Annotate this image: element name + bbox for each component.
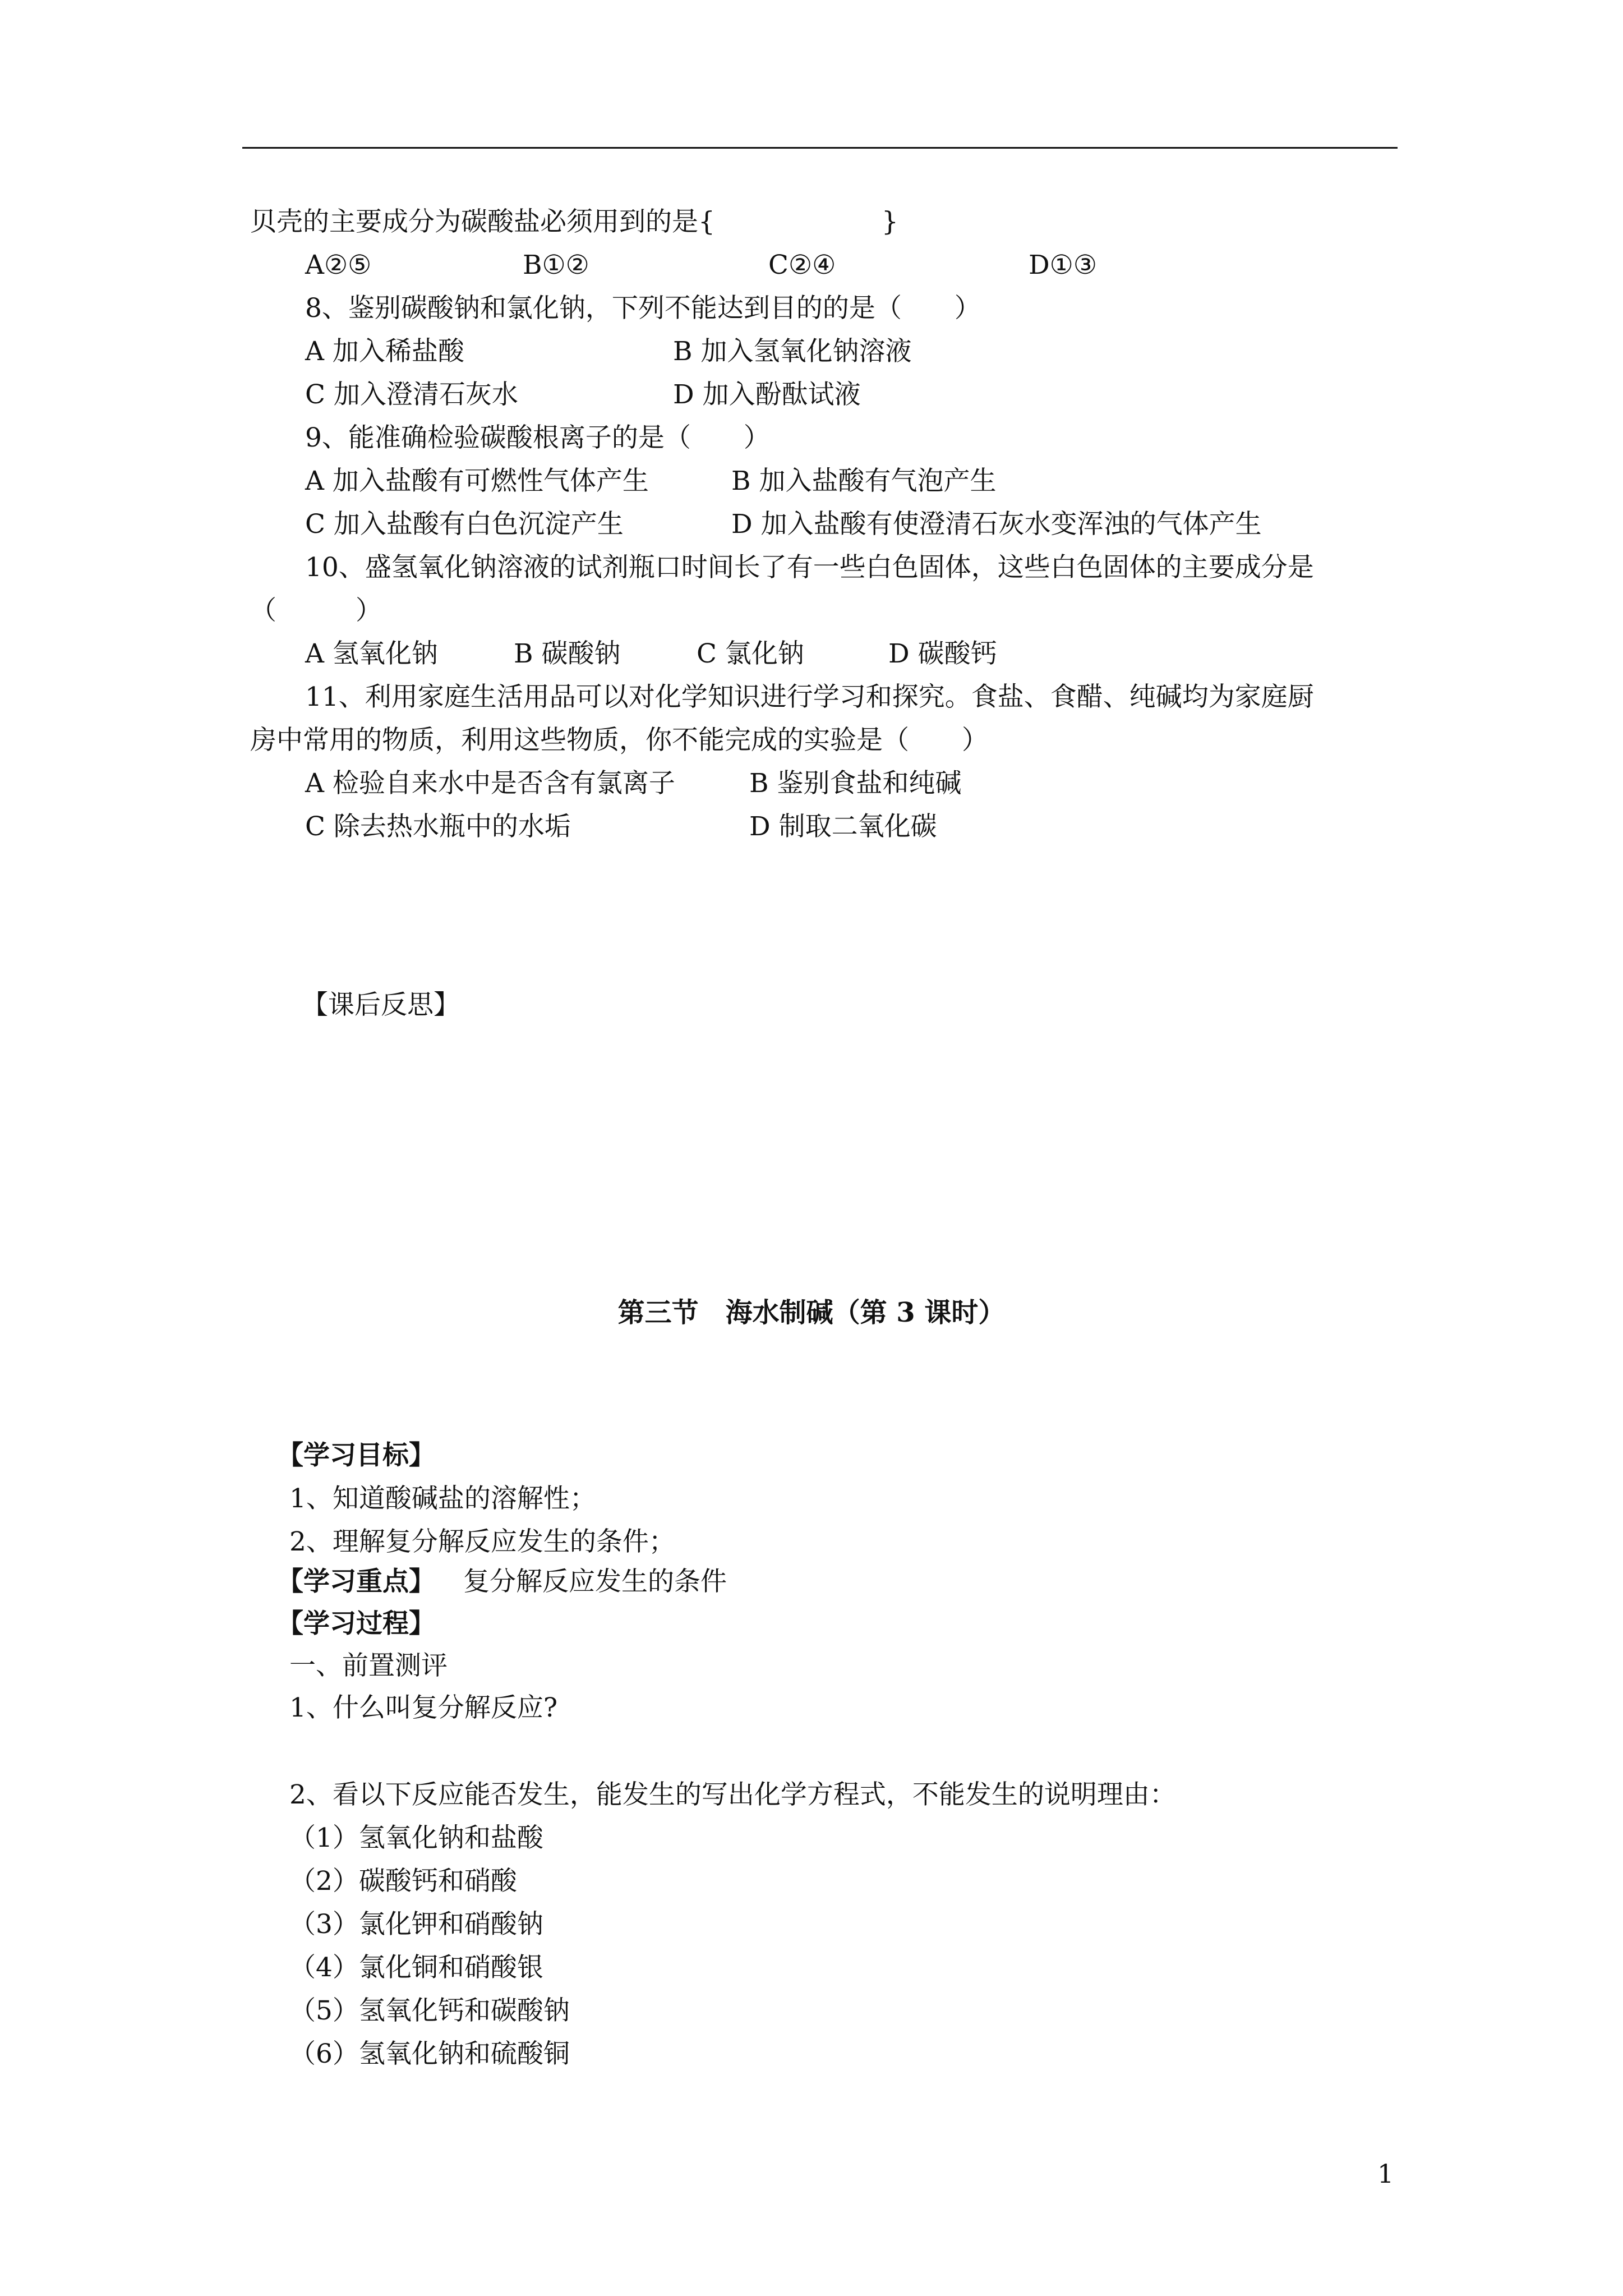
process-question-1: 1、什么叫复分解反应?	[289, 1692, 558, 1723]
q8-option-d: D 加入酚酞试液	[673, 379, 861, 410]
reaction-item-2: （2）碳酸钙和硝酸	[289, 1866, 517, 1897]
objective-item-1: 1、知道酸碱盐的溶解性；	[289, 1483, 596, 1514]
q11-option-b: B 鉴别食盐和纯碱	[749, 768, 962, 799]
page-number: 1	[1377, 2159, 1394, 2189]
q7-tail-text: 贝壳的主要成分为碳酸盐必须用到的是{	[250, 206, 715, 237]
key-point-heading: 【学习重点】	[277, 1566, 435, 1597]
q9-option-c: C 加入盐酸有白色沉淀产生	[305, 509, 624, 540]
section-title: 第三节 海水制碱（第 3 课时）	[617, 1297, 1006, 1328]
q9-option-a: A 加入盐酸有可燃性气体产生	[305, 466, 649, 496]
q11-stem-line-1: 11、利用家庭生活用品可以对化学知识进行学习和探究。食盐、食醋、纯碱均为家庭厨	[305, 682, 1314, 712]
q9-option-b: B 加入盐酸有气泡产生	[731, 466, 997, 496]
q9-stem: 9、能准确检验碳酸根离子的是（ ）	[305, 422, 770, 453]
q11-option-d: D 制取二氧化碳	[749, 811, 937, 842]
q9-option-d: D 加入盐酸有使澄清石灰水变浑浊的气体产生	[731, 509, 1262, 540]
q7-option-c: C②④	[768, 250, 836, 280]
q8-option-a: A 加入稀盐酸	[305, 336, 464, 367]
objectives-heading: 【学习目标】	[277, 1440, 435, 1471]
process-question-2: 2、看以下反应能否发生，能发生的写出化学方程式，不能发生的说明理由：	[289, 1779, 1176, 1810]
q10-stem-line-2: （ ）	[250, 595, 382, 626]
reaction-item-4: （4）氯化铜和硝酸银	[289, 1952, 543, 1983]
reaction-item-3: （3）氯化钾和硝酸钠	[289, 1909, 543, 1940]
process-heading: 【学习过程】	[277, 1608, 435, 1639]
header-rule	[242, 147, 1398, 149]
q8-option-b: B 加入氢氧化钠溶液	[673, 336, 912, 367]
q7-option-b: B①②	[523, 250, 589, 280]
reaction-item-5: （5）氢氧化钙和碳酸钠	[289, 1995, 570, 2026]
q10-stem-line-1: 10、盛氢氧化钠溶液的试剂瓶口时间长了有一些白色固体，这些白色固体的主要成分是	[305, 552, 1314, 583]
key-point-text: 复分解反应发生的条件	[463, 1566, 727, 1597]
q10-option-b: B 碳酸钠	[514, 638, 621, 669]
q7-option-d: D①③	[1029, 250, 1097, 280]
q7-close-brace: }	[882, 206, 898, 237]
q11-option-c: C 除去热水瓶中的水垢	[305, 811, 571, 842]
reaction-item-6: （6）氢氧化钠和硫酸铜	[289, 2039, 570, 2069]
q11-option-a: A 检验自来水中是否含有氯离子	[305, 768, 675, 799]
q10-option-c: C 氯化钠	[697, 638, 804, 669]
reaction-item-1: （1）氢氧化钠和盐酸	[289, 1823, 543, 1853]
q10-option-d: D 碳酸钙	[888, 638, 997, 669]
process-part-1: 一、前置测评	[289, 1650, 448, 1681]
objective-item-2: 2、理解复分解反应发生的条件；	[289, 1526, 675, 1557]
q11-stem-line-2: 房中常用的物质，利用这些物质，你不能完成的实验是（ ）	[250, 725, 988, 756]
q10-option-a: A 氢氧化钠	[305, 638, 438, 669]
q7-option-a: A②⑤	[305, 250, 372, 280]
q8-stem: 8、鉴别碳酸钠和氯化钠，下列不能达到目的的是（ ）	[305, 293, 981, 324]
q11-options-line-2	[305, 810, 937, 945]
q8-option-c: C 加入澄清石灰水	[305, 379, 518, 410]
reflection-heading: 【课后反思】	[302, 990, 460, 1020]
